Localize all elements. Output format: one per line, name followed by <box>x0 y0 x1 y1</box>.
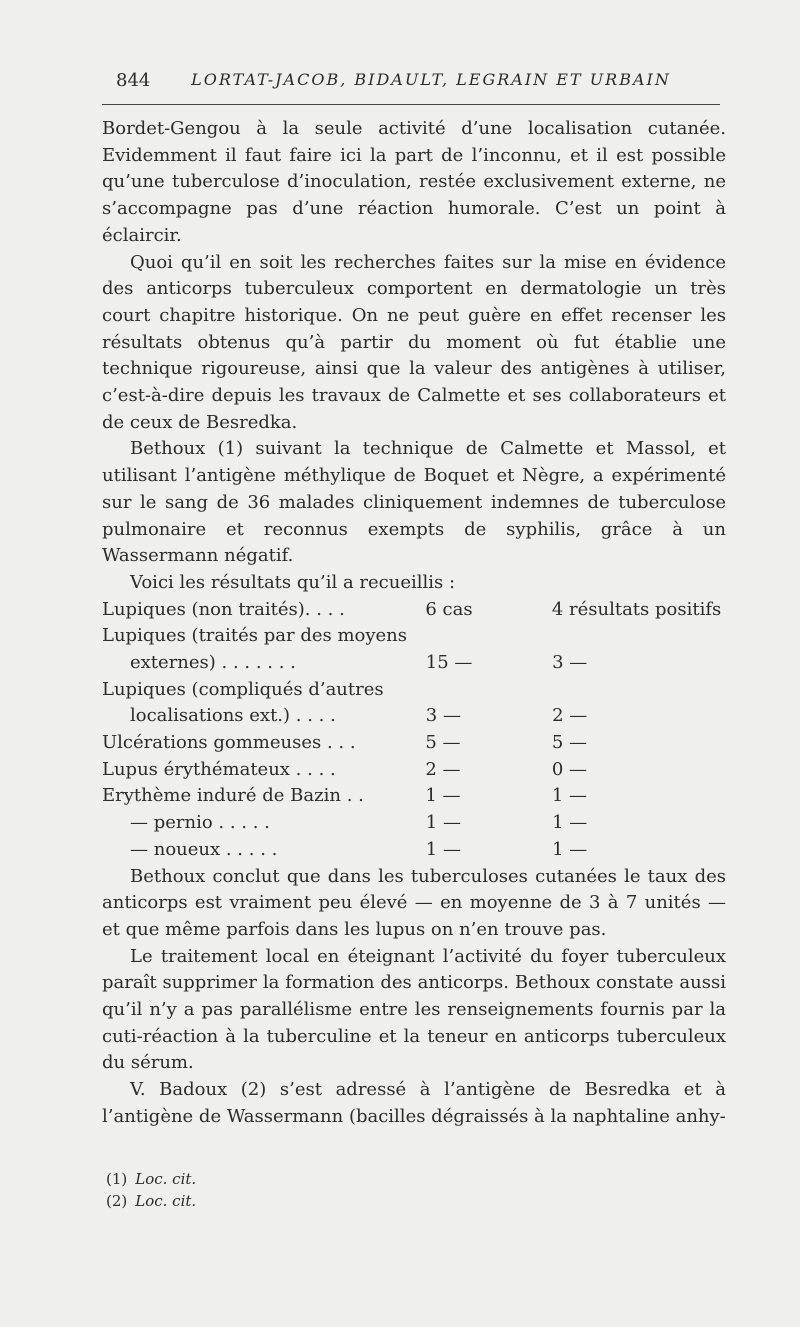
footnote <box>106 1168 196 1190</box>
paragraph-1: Bordet-Gengou à la seule activité d’une localisation cutanée. Evidemment il faut faire ici la part de l’inconnu, et il est possible qu’une tuberculose d’inoculation, restée exclusivement externe, ne s’accompagne pas d’une réaction humorale. C’est un point à éclaircir. <box>102 118 726 246</box>
results-label: Erythème induré de Bazin . . <box>102 785 364 807</box>
running-head: LORTAT-JACOB, BIDAULT, LEGRAIN ET URBAIN <box>191 70 671 89</box>
results-label: Lupiques (compliqués d’autres <box>102 678 384 700</box>
results-label: localisations ext.) . . . . <box>130 705 336 727</box>
results-cases: 6 cas <box>425 598 473 620</box>
results-row <box>102 650 726 677</box>
results-positive: 3 — <box>552 652 588 674</box>
results-label: Lupiques (traités par des moyens <box>102 625 408 647</box>
results-cases: 1 — <box>425 785 461 807</box>
results-label: — noueux . . . . . <box>130 838 278 860</box>
results-cases: 15 — <box>425 652 473 674</box>
footnote-mark: (2) <box>106 1192 128 1210</box>
results-positive: 4 résultats positifs <box>551 598 722 620</box>
results-row <box>102 757 726 784</box>
results-label: Ulcérations gommeuses . . . <box>102 732 356 754</box>
body-text <box>102 116 726 1131</box>
header-rule <box>102 104 720 105</box>
results-cases: 2 — <box>425 758 461 780</box>
results-row <box>102 810 726 837</box>
results-positive <box>532 623 726 650</box>
results-row <box>102 677 726 704</box>
footnotes <box>106 1168 196 1212</box>
results-label: — pernio . . . . . <box>130 812 270 834</box>
paragraph-5: Bethoux conclut que dans les tuberculoses cutanées le taux des anticorps est vraiment peu élevé — en moyenne de 3 à 7 unités — et que même parfois dans les lupus on n’en trouve pas. <box>102 865 726 940</box>
results-cases <box>421 623 531 650</box>
results-cases: 1 — <box>425 812 461 834</box>
paragraph-7: V. Badoux (2) s’est adressé à l’antigène de Besredka et à l’antigène de Wassermann (bacilles dégraissés à la naphtaline anhy- <box>102 1079 726 1127</box>
results-positive: 5 — <box>551 732 587 754</box>
results-positive: 1 — <box>551 785 587 807</box>
results-label: Lupiques (non traités). . . . <box>102 598 345 620</box>
paragraph-4: Voici les résultats qu’il a recueillis : <box>130 571 456 593</box>
results-cases: 5 — <box>425 732 461 754</box>
results-cases: 3 — <box>425 705 461 727</box>
results-label: Lupus érythémateux . . . . <box>102 758 336 780</box>
results-cases: 1 — <box>425 838 461 860</box>
page-header <box>102 70 720 100</box>
paragraph-2: Quoi qu’il en soit les recherches faites sur la mise en évidence des anticorps tuberculeux comportent en dermatologie un très court chapitre historique. On ne peut guère en effet recenser les résultats obtenus qu’à partir du moment où fut établie une technique rigoureuse, ainsi que la valeur des antigènes à utiliser, c’est-à-dire depuis les travaux de Calmette et ses collaborateurs et de ceux de Besredka. <box>102 251 726 433</box>
results-positive: 0 — <box>551 758 587 780</box>
results-table <box>102 597 726 864</box>
results-cases <box>421 677 531 704</box>
results-row <box>102 623 726 650</box>
results-row <box>102 703 726 730</box>
results-label: externes) . . . . . . . <box>130 652 296 674</box>
results-row <box>102 837 726 864</box>
footnote-text: Loc. cit. <box>135 1170 197 1188</box>
footnote-mark: (1) <box>106 1170 128 1188</box>
results-row <box>102 730 726 757</box>
results-positive: 1 — <box>552 838 588 860</box>
results-positive: 1 — <box>552 812 588 834</box>
footnote-text: Loc. cit. <box>135 1192 197 1210</box>
page-number: 844 <box>116 70 151 91</box>
results-row <box>102 783 726 810</box>
paragraph-6: Le traitement local en éteignant l’activité du foyer tuberculeux paraît supprimer la formation des anticorps. Bethoux constate aussi qu’il n’y a pas parallélisme entre les renseignements fournis par la cuti-réaction à la tuberculine et la teneur en anticorps tuberculeux du sérum. <box>102 945 726 1074</box>
footnote <box>106 1190 196 1212</box>
results-row <box>102 597 726 624</box>
paragraph-3: Bethoux (1) suivant la technique de Calmette et Massol, et utilisant l’antigène méthylique de Boquet et Nègre, a expérimenté sur le sang de 36 malades cliniquement indemnes de tuberculose pulmonaire et reconnus exempts de syphilis, grâce à un Wassermann négatif. <box>102 438 726 567</box>
results-positive: 2 — <box>552 705 588 727</box>
results-positive <box>532 677 726 704</box>
